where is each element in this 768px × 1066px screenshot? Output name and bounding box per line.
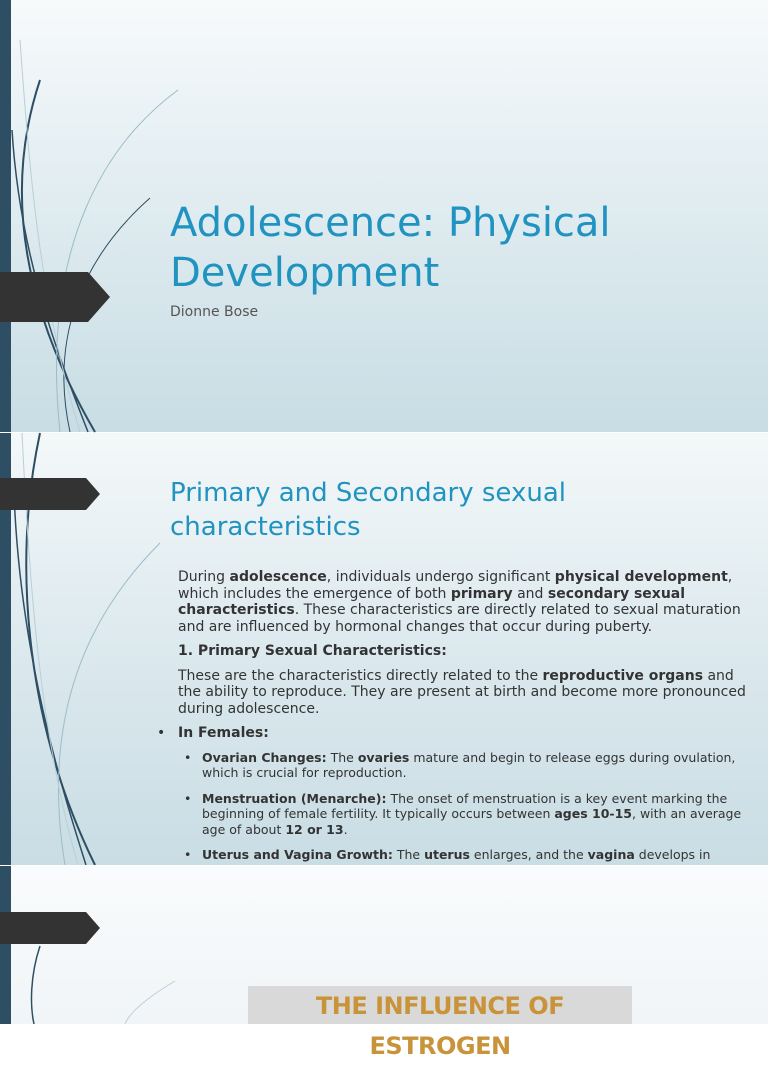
subsection-heading: 1. Primary Sexual Characteristics:: [178, 643, 447, 659]
title-slide: [0, 0, 768, 432]
list-item: [155, 643, 761, 660]
estrogen-banner: [248, 986, 632, 1060]
group-heading: In Females:: [178, 725, 269, 741]
section-title: Primary and Secondary sexual characteristics: [170, 478, 566, 542]
round-bullet-icon: •: [184, 790, 192, 806]
round-bullet-icon: •: [184, 847, 192, 862]
banner-text: THE INFLUENCE OF ESTROGEN: [315, 992, 565, 1060]
author-name: Dionne Bose: [170, 304, 259, 320]
list-item: These are the characteristics directly related to the reproductive organs and the ability to reproduce. They are present at birth and become more pronounced during adolescence.: [178, 667, 746, 717]
sub-list-item: • Uterus and Vagina Growth: The uterus enlarges, and the vagina develops in: [184, 847, 711, 862]
slide-body: [155, 569, 761, 865]
slide-tab-marker: [0, 478, 110, 510]
list-item: During adolescence, individuals undergo significant physical development, which includes the emergence of both primary and secondary sexual characteristics. These characteristics are directly related to sexual maturation and are influenced by hormonal changes that occur during puberty.: [178, 569, 741, 635]
slide-title: Adolescence: Physical Development: [170, 200, 611, 296]
slide-tab-marker: [0, 272, 110, 322]
slide-tab-marker: [0, 912, 110, 944]
round-bullet-icon: •: [157, 725, 166, 741]
list-item: [155, 725, 761, 742]
round-bullet-icon: •: [184, 749, 192, 765]
sub-list-item: • Ovarian Changes: The ovaries mature and begin to release eggs during ovulation, which is crucial for reproduction.: [184, 749, 736, 780]
sub-list-item: • Menstruation (Menarche): The onset of menstruation is a key event marking the beginning of female fertility. It typically occurs between ages 10-15, with an average age of about 12 or 13.: [184, 790, 742, 837]
